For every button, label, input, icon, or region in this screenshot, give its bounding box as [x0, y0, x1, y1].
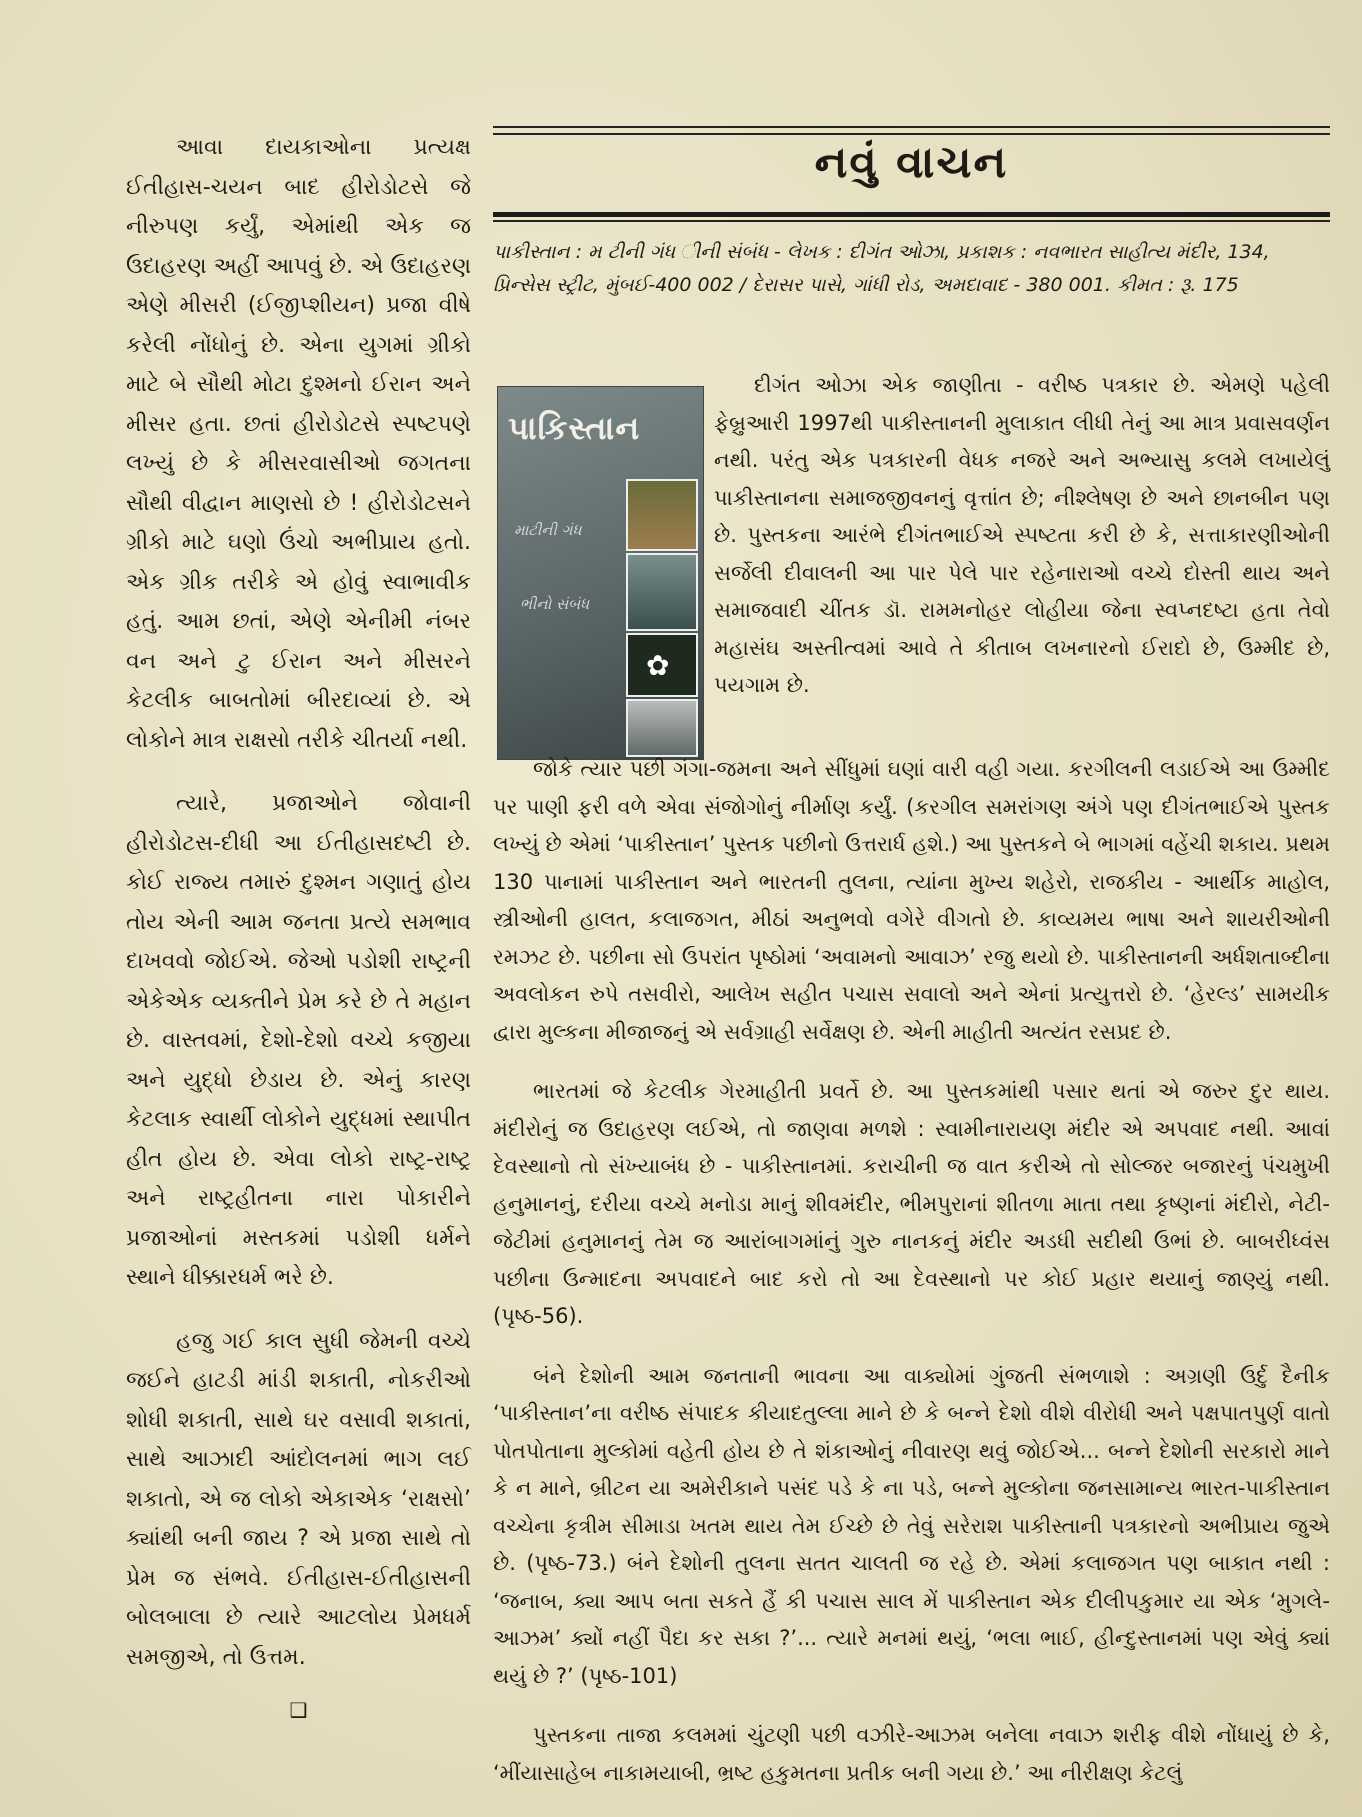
- cover-photo-tile: [626, 699, 698, 757]
- review-body: [493, 751, 1330, 1792]
- cover-photo-tile: [626, 633, 698, 697]
- top-rule-2: [493, 133, 1330, 135]
- title-underline-rule-2: [493, 220, 1330, 222]
- section-title: નવું વાચન: [814, 137, 1009, 188]
- left-paragraph-2: ત્યારે, પ્રજાઓને જોવાની હીરોડોટસ-દીધી આ ઈતીહાસદષ્ટી છે. કોઈ રાજ્ય તમારું દુશ્મન ગણાતું હોય તોય એની આમ જનતા પ્રત્યે સમભાવ દાખવવો જોઈએ. જેઓ પડોશી રાષ્ટ્રની એકેએક વ્યક્તીને પ્રેમ કરે છે તે મહાન છે. વાસ્તવમાં, દેશો-દેશો વચ્ચે કજીયા અને યુદ્ધો છેડાય છે. એનું કારણ કેટલાક સ્વાર્થી લોકોને યુદ્ધમાં સ્થાપીત હીત હોય છે. એવા લોકો રાષ્ટ્ર-રાષ્ટ્ર અને રાષ્ટ્રહીતના નારા પોકારીને પ્રજાઓનાં મસ્તકમાં પડોશી ધર્મને સ્થાને ધીક્કારધર્મ ભરે છે.: [126, 791, 471, 1290]
- end-mark-icon: ❑: [289, 1698, 308, 1722]
- top-rule: [493, 126, 1330, 128]
- review-paragraph-2: જોકે ત્યાર પછી ગંગા-જમના અને સીંધુમાં ઘણાં વારી વહી ગયા. કરગીલની લડાઈએ આ ઉમ્મીદ પર પાણી ફરી વળે એવા સંજોગોનું નીર્માણ કર્યું. (કરગીલ સમરાંગણ અંગે પણ દીગંતભાઈએ પુસ્તક લખ્યું છે એમાં ‘પાકીસ્તાન’ પુસ્તક પછીનો ઉત્તરાર્ધ હશે.) આ પુસ્તકને બે ભાગમાં વહેંચી શકાય. પ્રથમ 130 પાનામાં પાકીસ્તાન અને ભારતની તુલના, ત્યાંના મુખ્ય શહેરો, રાજકીય - આર્થીક માહોલ, સ્ત્રીઓની હાલત, કલાજગત, મીઠાં અનુભવો વગેરે વીગતો છે. કાવ્યમય ભાષા અને શાયરીઓની રમઝટ છે. પછીના સો ઉપરાંત પૃષ્ઠોમાં ‘અવામનો આવાઝ’ રજુ થયો છે. પાકીસ્તાનની અર્ધશતાબ્દીના અવલોકન રુપે તસવીરો, આલેખ સહીત પચાસ સવાલો અને એનાં પ્રત્યુત્તરો છે. ‘હેરલ્ડ’ સામયીક દ્વારા મુલ્કના મીજાજનું એ સર્વગ્રાહી સર્વેક્ષણ છે. એની માહીતી અત્યંત રસપ્રદ છે.: [493, 757, 1330, 1044]
- cover-photo-tile: [626, 479, 698, 551]
- flower-icon: ✿: [646, 649, 670, 682]
- cover-subtitle-2: ભીનો સંબંધ: [520, 595, 590, 613]
- review-paragraph-4: બંને દેશોની આમ જનતાની ભાવના આ વાક્યોમાં ગુંજતી સંભળાશે : અગ્રણી ઉર્દુ દૈનીક ‘પાકીસ્તાન’ના વરીષ્ઠ સંપાદક કીયાદતુલ્લા માને છે કે બન્ને દેશો વીશે વીરોધી અને પક્ષપાતપુર્ણ વાતો પોતપોતાના મુલ્કોમાં વહેતી હોય છે તે શંકાઓનું નીવારણ થવું જોઈએ... બન્ને દેશોની સરકારો માને કે ન માને, બ્રીટન યા અમેરીકાને પસંદ પડે કે ના પડે, બન્ને મુલ્કોના જનસામાન્ય ભારત-પાકીસ્તાન વચ્ચેના કૃત્રીમ સીમાડા ખતમ થાય તેમ ઈચ્છે છે તેવું સરેરાશ પાકીસ્તાની પત્રકારનો અભીપ્રાય જુએ છે. (પૃષ્ઠ-73.) બંને દેશોની તુલના સતત ચાલતી જ રહે છે. એમાં કલાજગત પણ બાકાત નથી : ‘જનાબ, ક્યા આપ બતા સકતે હૈં કી પચાસ સાલ મેં પાકીસ્તાન એક દીલીપકુમાર યા એક ‘મુગલે-આઝમ’ ક્યોં નહીં પૈદા કર સકા ?’... ત્યારે મનમાં થયું, ‘ભલા ભાઈ, હીન્દુસ્તાનમાં પણ એવું ક્યાં થયું છે ?’ (પૃષ્ઠ-101): [493, 1363, 1330, 1688]
- cover-photo-tile: [626, 553, 698, 631]
- cover-title: પાકિસ્તાન: [508, 409, 641, 447]
- left-paragraph-3: હજુ ગઈ કાલ સુધી જેમની વચ્ચે જઈને હાટડી માંડી શકાતી, નોકરીઓ શોધી શકાતી, સાથે ઘર વસાવી શકાતાં, સાથે આઝાદી આંદોલનમાં ભાગ લઈ શકાતો, એ જ લોકો એકાએક ‘રાક્ષસો’ ક્યાંથી બની જાય ? એ પ્રજા સાથે તો પ્રેમ જ સંભવે. ઈતીહાસ-ઈતીહાસની બોલબાલા છે ત્યારે આટલોય પ્રેમધર્મ સમજીએ, તો ઉત્તમ.: [126, 1328, 471, 1670]
- review-paragraph-3: ભારતમાં જે કેટલીક ગેરમાહીતી પ્રવર્તે છે. આ પુસ્તકમાંથી પસાર થતાં એ જરુર દુર થાય. મંદીરોનું જ ઉદાહરણ લઈએ, તો જાણવા મળશે : સ્વામીનારાયણ મંદીર એ અપવાદ નથી. આવાં દેવસ્થાનો તો સંખ્યાબંધ છે - પાકીસ્તાનમાં. કરાચીની જ વાત કરીએ તો સોલ્જર બજારનું પંચમુખી હનુમાનનું, દરીયા વચ્ચે મનોડા માનું શીવમંદીર, ભીમપુરાનાં શીતળા માતા તથા કૃષ્ણનાં મંદીરો, નેટી-જેટીમાં હનુમાનનું તેમ જ આરાંબાગમાંનું ગુરુ નાનકનું મંદીર અડધી સદીથી ઉભાં છે. બાબરીધ્વંસ પછીના ઉન્માદના અપવાદને બાદ કરો તો આ દેવસ્થાનો પર કોઈ પ્રહાર થયાનું જાણ્યું નથી. (પૃષ્ઠ-56).: [493, 1079, 1330, 1328]
- book-bibliography: પાકીસ્તાન : મ ટીની ગંધ ીની સંબંધ - લેખક : દીગંત ઓઝા, પ્રકાશક : નવભારત સાહીત્ય મંદીર, 134, પ્રિન્સેસ સ્ટ્રીટ, મુંબઈ-400 002 / દેરાસર પાસે, ગાંધી રોડ, અમદાવાદ - 380 001. કીમત : રૂ. 175: [493, 241, 1270, 296]
- review-paragraph-1: દીગંત ઓઝા એક જાણીતા - વરીષ્ઠ પત્રકાર છે. એમણે પહેલી ફેબ્રુઆરી 1997થી પાકીસ્તાનની મુલાકાત લીધી તેનું આ માત્ર પ્રવાસવર્ણન નથી. પરંતુ એક પત્રકારની વેધક નજરે અને અભ્યાસુ કલમે લખાયેલું પાકીસ્તાનના સમાજજીવનનું વૃત્તાંત છે; નીશ્લેષણ છે અને છાનબીન પણ છે. પુસ્તકના આરંભે દીગંતભાઈએ સ્પષ્ટતા કરી છે કે, સત્તાકારણીઓની સર્જેલી દીવાલની આ પાર પેલે પાર રહેનારાઓ વચ્ચે દોસ્તી થાય અને સમાજવાદી ચીંતક ડૉ. રામમનોહર લોહીયા જેના સ્વપ્નદષ્ટા હતા તેવો મહાસંઘ અસ્તીત્વમાં આવે તે કીતાબ લખનારનો ઈરાદો છે, ઉમ્મીદ છે, પયગામ છે.: [714, 373, 1330, 697]
- left-column-article: [126, 128, 471, 1731]
- review-paragraph-5: પુસ્તકના તાજા કલમમાં ચુંટણી પછી વઝીરે-આઝમ બનેલા નવાઝ શરીફ વીશે નોંધાયું છે કે, ‘મીંયાસાહેબ નાકામયાબી, ભ્રષ્ટ હકુમતના પ્રતીક બની ગયા છે.’ આ નીરીક્ષણ કેટલું: [493, 1723, 1330, 1785]
- left-paragraph-1: આવા દાયકાઓના પ્રત્યક્ષ ઈતીહાસ-ચયન બાદ હીરોડોટસે જે નીરુપણ કર્યું, એમાંથી એક જ ઉદાહરણ અહીં આપવું છે. એ ઉદાહરણ એણે મીસરી (ઈજીપ્શીયન) પ્રજા વીષે કરેલી નોંધોનું છે. એના યુગમાં ગ્રીકો માટે બે સૌથી મોટા દુશ્મનો ઈરાન અને મીસર હતા. છતાં હીરોડોટસે સ્પષ્ટપણે લખ્યું છે કે મીસરવાસીઓ જગતના સૌથી વીદ્વાન માણસો છે ! હીરોડોટસને ગ્રીકો માટે ઘણો ઉંચો અભીપ્રાય હતો. એક ગ્રીક તરીકે એ હોવું સ્વાભાવીક હતું. આમ છતાં, એણે એનીમી નંબર વન અને ટુ ઈરાન અને મીસરને કેટલીક બાબતોમાં બીરદાવ્યાં છે. એ લોકોને માત્ર રાક્ષસો તરીકે ચીતર્યા નથી.: [126, 135, 471, 753]
- cover-subtitle-1: માટીની ગંધ: [514, 521, 582, 539]
- book-cover-image: [497, 386, 704, 760]
- title-underline-rule: [493, 212, 1330, 217]
